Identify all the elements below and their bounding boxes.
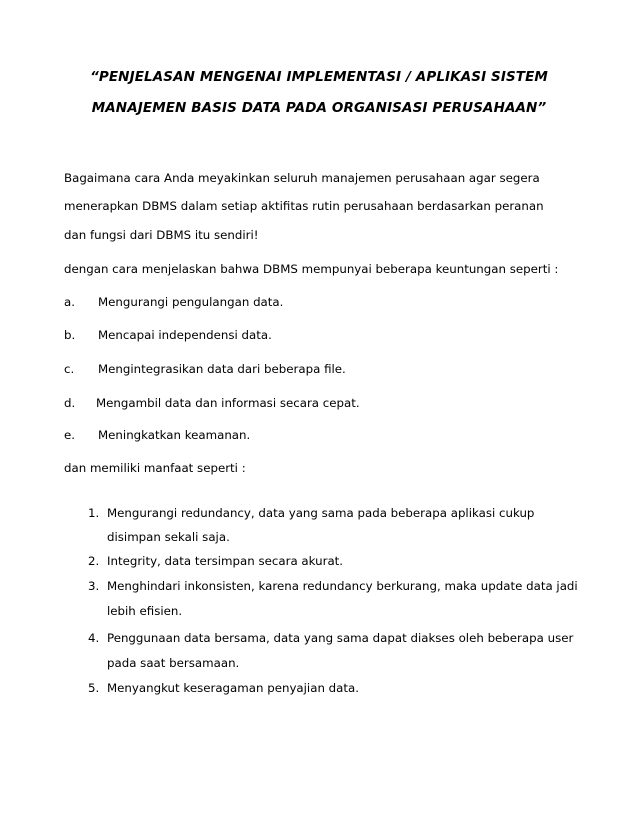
list-item-text: Mengurangi pengulangan data.	[98, 295, 284, 309]
list-marker: 5.	[88, 681, 100, 695]
list-item-text: Mengambil data dan informasi secara cepat.	[96, 396, 360, 410]
list-item-text: Mengintegrasikan data dari beberapa file.	[98, 362, 346, 376]
list-item-text: Penggunaan data bersama, data yang sama dapat diakses oleh beberapa user	[107, 631, 574, 645]
title-line-2: MANAJEMEN BASIS DATA PADA ORGANISASI PERUSAHAAN”	[91, 100, 547, 116]
list-item-text: Mencapai independensi data.	[98, 328, 272, 342]
list-marker: a.	[64, 295, 75, 309]
list-item-text-continued: disimpan sekali saja.	[107, 530, 230, 544]
question-line-1: Bagaimana cara Anda meyakinkan seluruh manajemen perusahaan agar segera	[64, 171, 540, 185]
list-marker: 1.	[88, 506, 100, 520]
list-marker: c.	[64, 362, 75, 376]
question-line-3: dan fungsi dari DBMS itu sendiri!	[64, 228, 259, 242]
list-marker: b.	[64, 328, 76, 342]
list-item-text: Integrity, data tersimpan secara akurat.	[107, 554, 344, 568]
list-marker: 4.	[88, 631, 100, 645]
list-marker: 3.	[88, 579, 100, 593]
title-line-1: “PENJELASAN MENGENAI IMPLEMENTASI / APLIKASI SISTEM	[90, 69, 548, 85]
list-item-text: Menghindari inkonsisten, karena redundancy berkurang, maka update data jadi	[107, 579, 578, 593]
list-item-text: Meningkatkan keamanan.	[98, 428, 251, 442]
list-item-text: Menyangkut keseragaman penyajian data.	[107, 681, 359, 695]
advantages-intro: dengan cara menjelaskan bahwa DBMS mempunyai beberapa keuntungan seperti :	[64, 262, 559, 276]
list-marker: e.	[64, 428, 76, 442]
benefits-intro: dan memiliki manfaat seperti :	[64, 461, 246, 475]
list-item-text-continued: lebih efisien.	[107, 604, 183, 618]
list-item-text-continued: pada saat bersamaan.	[107, 656, 240, 670]
list-marker: 2.	[88, 554, 100, 568]
list-marker: d.	[64, 396, 76, 410]
list-item-text: Mengurangi redundancy, data yang sama pada beberapa aplikasi cukup	[107, 506, 535, 520]
question-line-2: menerapkan DBMS dalam setiap aktifitas rutin perusahaan berdasarkan peranan	[64, 199, 544, 213]
